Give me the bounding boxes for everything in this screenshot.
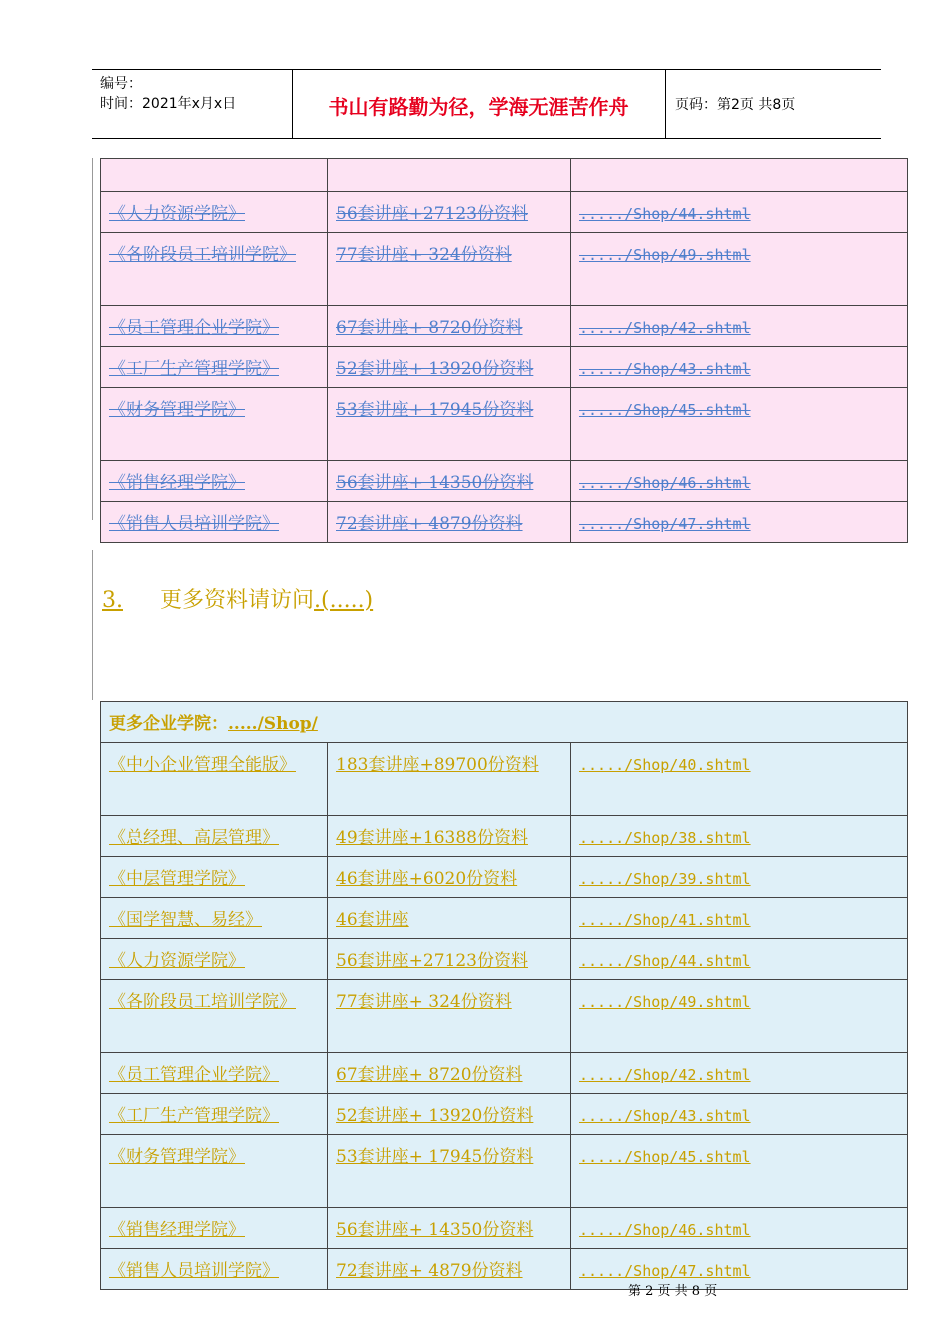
academy-url-link[interactable]: ...../Shop/43.shtml: [579, 1107, 751, 1125]
table-row: [101, 1249, 908, 1290]
academy-name-link[interactable]: 《财务管理学院》: [109, 400, 245, 420]
section-visit-link[interactable]: .(.....): [314, 588, 374, 613]
table-row: [101, 502, 908, 543]
academy-url-link[interactable]: ...../Shop/47.shtml: [579, 515, 751, 533]
table-academies-1: [100, 158, 908, 543]
academy-count-link[interactable]: 52套讲座+ 13920份资料: [336, 1106, 534, 1126]
page-header: [92, 69, 881, 139]
cell-empty: [101, 159, 328, 192]
academy-url-link[interactable]: ...../Shop/47.shtml: [579, 1262, 751, 1280]
academy-url-link[interactable]: ...../Shop/45.shtml: [579, 401, 751, 419]
academy-url-link[interactable]: ...../Shop/38.shtml: [579, 829, 751, 847]
academy-name-link[interactable]: 《销售人员培训学院》: [109, 514, 279, 534]
header-label: 更多企业学院：: [109, 714, 228, 734]
academy-url-link[interactable]: ...../Shop/46.shtml: [579, 1221, 751, 1239]
academy-count-link[interactable]: 77套讲座+ 324份资料: [336, 992, 512, 1012]
table-row: [101, 857, 908, 898]
academy-count-link[interactable]: 56套讲座+ 14350份资料: [336, 473, 534, 493]
header-motto: 书山有路勤为径，学海无涯苦作舟: [328, 95, 629, 119]
table-row: [101, 1135, 908, 1208]
table-row: [101, 306, 908, 347]
academy-count-link[interactable]: 56套讲座+27123份资料: [336, 204, 528, 224]
academy-name-link[interactable]: 《国学智慧、易经》: [109, 910, 262, 930]
header-divider: [665, 70, 666, 138]
cell-empty: [571, 159, 908, 192]
academy-name-link[interactable]: 《销售经理学院》: [109, 473, 245, 493]
table-header-row: [101, 702, 908, 743]
academy-url-link[interactable]: ...../Shop/42.shtml: [579, 319, 751, 337]
academy-name-link[interactable]: 《员工管理企业学院》: [109, 1065, 279, 1085]
table-row: [101, 159, 908, 192]
academy-name-link[interactable]: 《各阶段员工培训学院》: [109, 245, 296, 265]
section-number: 3.: [102, 588, 123, 613]
academy-count-link[interactable]: 72套讲座+ 4879份资料: [336, 514, 523, 534]
margin-line: [92, 158, 93, 520]
table-row: [101, 980, 908, 1053]
academy-url-link[interactable]: ...../Shop/43.shtml: [579, 360, 751, 378]
academy-name-link[interactable]: 《员工管理企业学院》: [109, 318, 279, 338]
page-footer: 第 2 页 共 8 页: [628, 1284, 718, 1299]
academy-url-link[interactable]: ...../Shop/45.shtml: [579, 1148, 751, 1166]
table-row: [101, 1208, 908, 1249]
header-meta: [100, 74, 236, 114]
academy-url-link[interactable]: ...../Shop/49.shtml: [579, 993, 751, 1011]
table-academies-2: [100, 701, 908, 1290]
table-row: [101, 1053, 908, 1094]
academy-count-link[interactable]: 52套讲座+ 13920份资料: [336, 359, 534, 379]
academy-count-link[interactable]: 49套讲座+16388份资料: [336, 828, 528, 848]
academy-count-link[interactable]: 46套讲座: [336, 910, 409, 930]
header-number: 编号：: [100, 76, 142, 92]
section-title: 更多资料请访问: [160, 588, 315, 613]
table-row: [101, 743, 908, 816]
academy-url-link[interactable]: ...../Shop/41.shtml: [579, 911, 751, 929]
academy-name-link[interactable]: 《各阶段员工培训学院》: [109, 992, 296, 1012]
academy-count-link[interactable]: 53套讲座+ 17945份资料: [336, 400, 534, 420]
header-page-info: 页码：第2页 共8页: [675, 97, 796, 113]
academy-url-link[interactable]: ...../Shop/44.shtml: [579, 205, 751, 223]
academy-url-link[interactable]: ...../Shop/44.shtml: [579, 952, 751, 970]
header-url-link[interactable]: ...../Shop/: [228, 714, 318, 734]
header-time: 时间：2021年x月x日: [100, 96, 237, 112]
table-row: [101, 816, 908, 857]
academy-count-link[interactable]: 72套讲座+ 4879份资料: [336, 1261, 523, 1281]
table-row: [101, 1094, 908, 1135]
academy-name-link[interactable]: 《人力资源学院》: [109, 204, 245, 224]
academy-url-link[interactable]: ...../Shop/46.shtml: [579, 474, 751, 492]
academy-count-link[interactable]: 183套讲座+89700份资料: [336, 755, 539, 775]
academy-count-link[interactable]: 46套讲座+6020份资料: [336, 869, 518, 889]
academy-count-link[interactable]: 56套讲座+ 14350份资料: [336, 1220, 534, 1240]
academy-name-link[interactable]: 《中层管理学院》: [109, 869, 245, 889]
table-row: [101, 192, 908, 233]
academy-url-link[interactable]: ...../Shop/49.shtml: [579, 246, 751, 264]
academy-name-link[interactable]: 《中小企业管理全能版》: [109, 755, 296, 775]
section-heading: [102, 583, 373, 614]
academy-name-link[interactable]: 《销售人员培训学院》: [109, 1261, 279, 1281]
table-row: [101, 233, 908, 306]
academy-url-link[interactable]: ...../Shop/39.shtml: [579, 870, 751, 888]
academy-url-link[interactable]: ...../Shop/40.shtml: [579, 756, 751, 774]
table-row: [101, 388, 908, 461]
academy-name-link[interactable]: 《销售经理学院》: [109, 1220, 245, 1240]
academy-count-link[interactable]: 67套讲座+ 8720份资料: [336, 1065, 523, 1085]
academy-name-link[interactable]: 《财务管理学院》: [109, 1147, 245, 1167]
academy-count-link[interactable]: 67套讲座+ 8720份资料: [336, 318, 523, 338]
cell-empty: [328, 159, 571, 192]
academy-count-link[interactable]: 53套讲座+ 17945份资料: [336, 1147, 534, 1167]
academy-name-link[interactable]: 《人力资源学院》: [109, 951, 245, 971]
academy-name-link[interactable]: 《工厂生产管理学院》: [109, 1106, 279, 1126]
table-header-cell: [101, 702, 908, 743]
academy-name-link[interactable]: 《总经理、高层管理》: [109, 828, 279, 848]
table-row: [101, 898, 908, 939]
academy-name-link[interactable]: 《工厂生产管理学院》: [109, 359, 279, 379]
table-row: [101, 461, 908, 502]
academy-count-link[interactable]: 77套讲座+ 324份资料: [336, 245, 512, 265]
table-row: [101, 939, 908, 980]
table-row: [101, 347, 908, 388]
academy-count-link[interactable]: 56套讲座+27123份资料: [336, 951, 528, 971]
academy-url-link[interactable]: ...../Shop/42.shtml: [579, 1066, 751, 1084]
margin-line: [92, 550, 93, 700]
